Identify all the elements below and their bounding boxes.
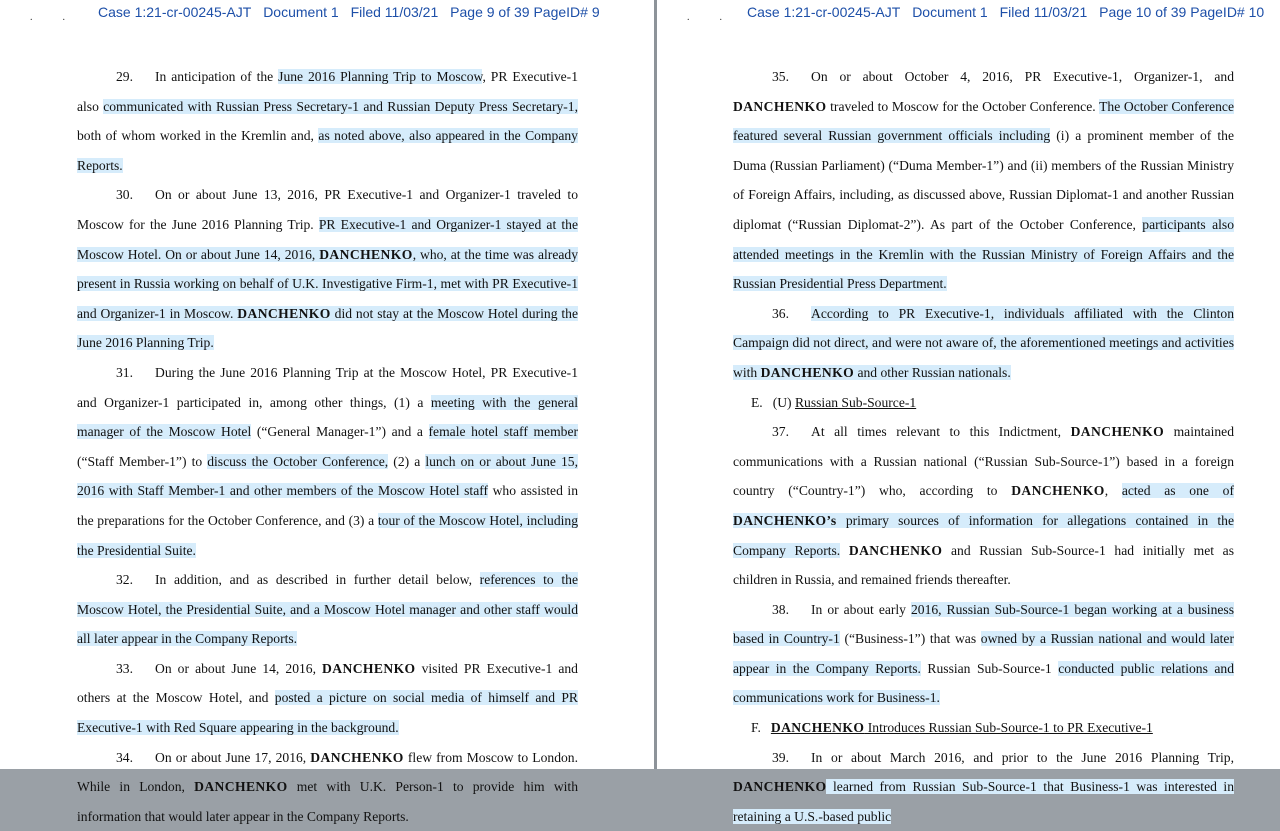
paragraph-number: 29. xyxy=(116,69,133,84)
defendant-name: DANCHENKO xyxy=(194,779,288,795)
text-run: During the June 2016 Planning Trip at the Moscow Hotel, PR Executive-1 and Organizer-1 participated in, among other things, (1) a xyxy=(77,364,578,410)
text-run: (“Staff Member-1”) to xyxy=(77,453,208,469)
filed-date: Filed 11/03/21 xyxy=(999,4,1088,20)
section-letter: F. xyxy=(751,720,761,736)
text-run: flew from Moscow to London. While in London, xyxy=(77,749,578,795)
defendant-name: DANCHENKO xyxy=(733,98,827,114)
text-run: June 2016 Planning Trip to Moscow xyxy=(278,69,483,84)
paragraph-number: 36. xyxy=(772,305,789,321)
defendant-name: DANCHENKO xyxy=(319,246,413,262)
text-run: and Russian Sub-Source-1 had initially met as children in Russia, and remained friends thereafter. xyxy=(733,542,1235,588)
page-header xyxy=(747,4,1280,20)
text-run: In addition, and as described in further detail below, xyxy=(155,572,480,588)
filed-date: Filed 11/03/21 xyxy=(350,4,439,20)
text-run: traveled to Moscow for the October Conference. xyxy=(826,98,1100,114)
text-run: On or about June 13, 2016, PR Executive-1 and Organizer-1 traveled to Moscow for the June 2016 Planning Trip. xyxy=(77,187,578,232)
page-10 xyxy=(657,0,1280,824)
text-run: 2016, Russian Sub-Source-1 began working at a business based in Country-1 xyxy=(733,601,1234,647)
text-run: discuss the October Conference, xyxy=(207,453,389,469)
text-run: did not stay at the Moscow Hotel during the June 2016 Planning Trip. xyxy=(77,305,579,351)
classification-marker: (U) xyxy=(772,394,795,410)
text-run: In or about early xyxy=(811,601,911,617)
text-run: Russian Sub-Source-1 xyxy=(920,660,1059,676)
text-run: and other Russian nationals. xyxy=(854,364,1011,380)
paragraph xyxy=(77,358,578,565)
defendant-name: DANCHENKO xyxy=(1011,483,1105,499)
defendant-name: DANCHENKO’s xyxy=(733,512,837,528)
text-run: (“Business-1”) that was xyxy=(839,631,981,647)
page-body xyxy=(77,62,578,831)
text-run: In or about March 2016, and prior to the June 2016 Planning Trip, xyxy=(811,749,1234,765)
text-run: communicated with Russian Press Secretary-1 and Russian Deputy Press Secretary-1, xyxy=(103,98,579,114)
defendant-name: DANCHENKO xyxy=(237,305,331,321)
text-run: , PR Executive-1 also xyxy=(77,69,578,114)
text-run xyxy=(840,543,849,558)
paragraph xyxy=(77,743,578,831)
page-number: Page 10 of 39 PageID# 10 xyxy=(1099,4,1265,20)
text-run: On or about June 14, 2016, xyxy=(155,660,323,676)
defendant-name: DANCHENKO xyxy=(322,660,416,676)
text-run: primary sources of information for allegations contained in the Company Reports. xyxy=(733,512,1234,558)
defendant-name: DANCHENKO xyxy=(760,364,855,380)
paragraph xyxy=(77,62,578,180)
scan-marks: .. xyxy=(687,12,752,23)
text-run: lunch on or about June 15, 2016 with Staff Member-1 and other members of the Moscow Hotel staff xyxy=(77,453,578,499)
paragraph-number: 35. xyxy=(772,69,789,84)
text-run: In anticipation of the xyxy=(155,69,279,84)
defendant-name: DANCHENKO xyxy=(733,779,827,795)
text-run: who assisted in the preparations for the October Conference, and (3) a xyxy=(77,483,578,528)
text-run: learned from Russian Sub-Source-1 that Business-1 was interested in retaining a U.S.-based public xyxy=(733,779,1234,824)
section-heading xyxy=(733,388,1234,418)
text-run: On or about October 4, 2016, PR Executive-1, Organizer-1, and xyxy=(811,69,1234,84)
text-run: At all times relevant to this Indictment, xyxy=(811,424,1071,440)
text-run: PR Executive-1 and Organizer-1 stayed at the Moscow Hotel. On or about June 14, 2016, xyxy=(77,216,578,262)
defendant-name: DANCHENKO xyxy=(310,749,404,765)
text-run: (“General Manager-1”) and a xyxy=(251,424,429,440)
text-run: , xyxy=(1104,483,1122,499)
text-run: participants also attended meetings in the Kremlin with the Russian Ministry of Foreign Affairs and the Russian Presidential Press Department. xyxy=(733,216,1234,292)
text-run: tour of the Moscow Hotel, including the Presidential Suite. xyxy=(77,512,578,558)
paragraph xyxy=(733,299,1234,388)
paragraph xyxy=(77,654,578,743)
text-run: posted a picture on social media of himself and PR Executive-1 with Red Square appearing in the background. xyxy=(77,690,578,736)
paragraph-number: 39. xyxy=(772,749,789,765)
text-run: acted as one of xyxy=(1121,483,1234,499)
paragraph-number: 32. xyxy=(116,572,133,588)
case-number: Case 1:21-cr-00245-AJT xyxy=(747,4,901,20)
page-number: Page 9 of 39 PageID# 9 xyxy=(450,4,600,20)
paragraph-number: 33. xyxy=(116,660,133,676)
document-number: Document 1 xyxy=(912,4,988,20)
text-run: as noted above, also appeared in the Company Reports. xyxy=(77,128,578,173)
paragraph-number: 38. xyxy=(772,601,789,617)
text-run: (2) a xyxy=(388,453,426,469)
text-run: meeting with the general manager of the Moscow Hotel xyxy=(77,394,579,440)
section-title: DANCHENKO Introduces Russian Sub-Source-1 to PR Executive-1 xyxy=(770,720,1153,736)
paragraph xyxy=(77,180,578,358)
section-title: Russian Sub-Source-1 xyxy=(794,394,917,410)
text-run: female hotel staff member xyxy=(428,424,579,440)
paragraph xyxy=(77,565,578,654)
text-run: The October Conference featured several Russian government officials including xyxy=(733,98,1235,144)
paragraph xyxy=(733,743,1234,831)
paragraph xyxy=(733,62,1234,299)
text-run: references to the Moscow Hotel, the Presidential Suite, and a Moscow Hotel manager and other staff would all later appear in the Company Reports. xyxy=(77,572,578,647)
page-body xyxy=(733,62,1234,831)
paragraph xyxy=(733,417,1234,595)
text-run: conducted public relations and communications work for Business-1. xyxy=(733,660,1234,706)
text-run: visited PR Executive-1 and others at the Moscow Hotel, and xyxy=(77,660,578,706)
text-run: On or about June 17, 2016, xyxy=(155,749,311,765)
section-heading xyxy=(733,713,1234,743)
defendant-name: DANCHENKO xyxy=(1070,424,1165,440)
case-number: Case 1:21-cr-00245-AJT xyxy=(98,4,252,20)
text-run: maintained communications with a Russian national (“Russian Sub-Source-1”) based in a foreign country (“Country-1”) who, according to xyxy=(733,424,1234,499)
text-run: owned by a Russian national and would later appear in the Company Reports. xyxy=(733,631,1234,676)
defendant-name: DANCHENKO xyxy=(848,542,943,558)
text-run: (i) a prominent member of the Duma (Russian Parliament) (“Duma Member-1”) and (ii) members of the Russian Ministry of Foreign Affairs, including, as discussed above, Russian Diplomat-1 and another Russian diplomat (“Russian Diplomat-2”). As part of the October Conference, xyxy=(733,128,1234,232)
paragraph xyxy=(733,595,1234,713)
text-run: both of whom worked in the Kremlin and, xyxy=(77,128,319,144)
page-header xyxy=(98,4,654,20)
paragraph-number: 34. xyxy=(116,749,133,765)
defendant-name: DANCHENKO xyxy=(770,720,865,736)
paragraph-number: 30. xyxy=(116,187,133,203)
text-run: , who, at the time was already present in Russia working on behalf of U.K. Investigative Firm-1, met with PR Executive-1 and Organizer-1 in Moscow. xyxy=(77,246,578,321)
scan-marks: .. xyxy=(30,12,95,23)
section-letter: E. xyxy=(751,394,763,410)
paragraph-number: 37. xyxy=(772,424,789,440)
text-run: met with U.K. Person-1 to provide him with information that would later appear in the Company Reports. xyxy=(77,779,578,824)
paragraph-number: 31. xyxy=(116,364,133,380)
text-run: According to PR Executive-1, individuals affiliated with the Clinton Campaign did not direct, and were not aware of, the aforementioned meetings and activities with xyxy=(733,305,1234,380)
document-number: Document 1 xyxy=(263,4,339,20)
